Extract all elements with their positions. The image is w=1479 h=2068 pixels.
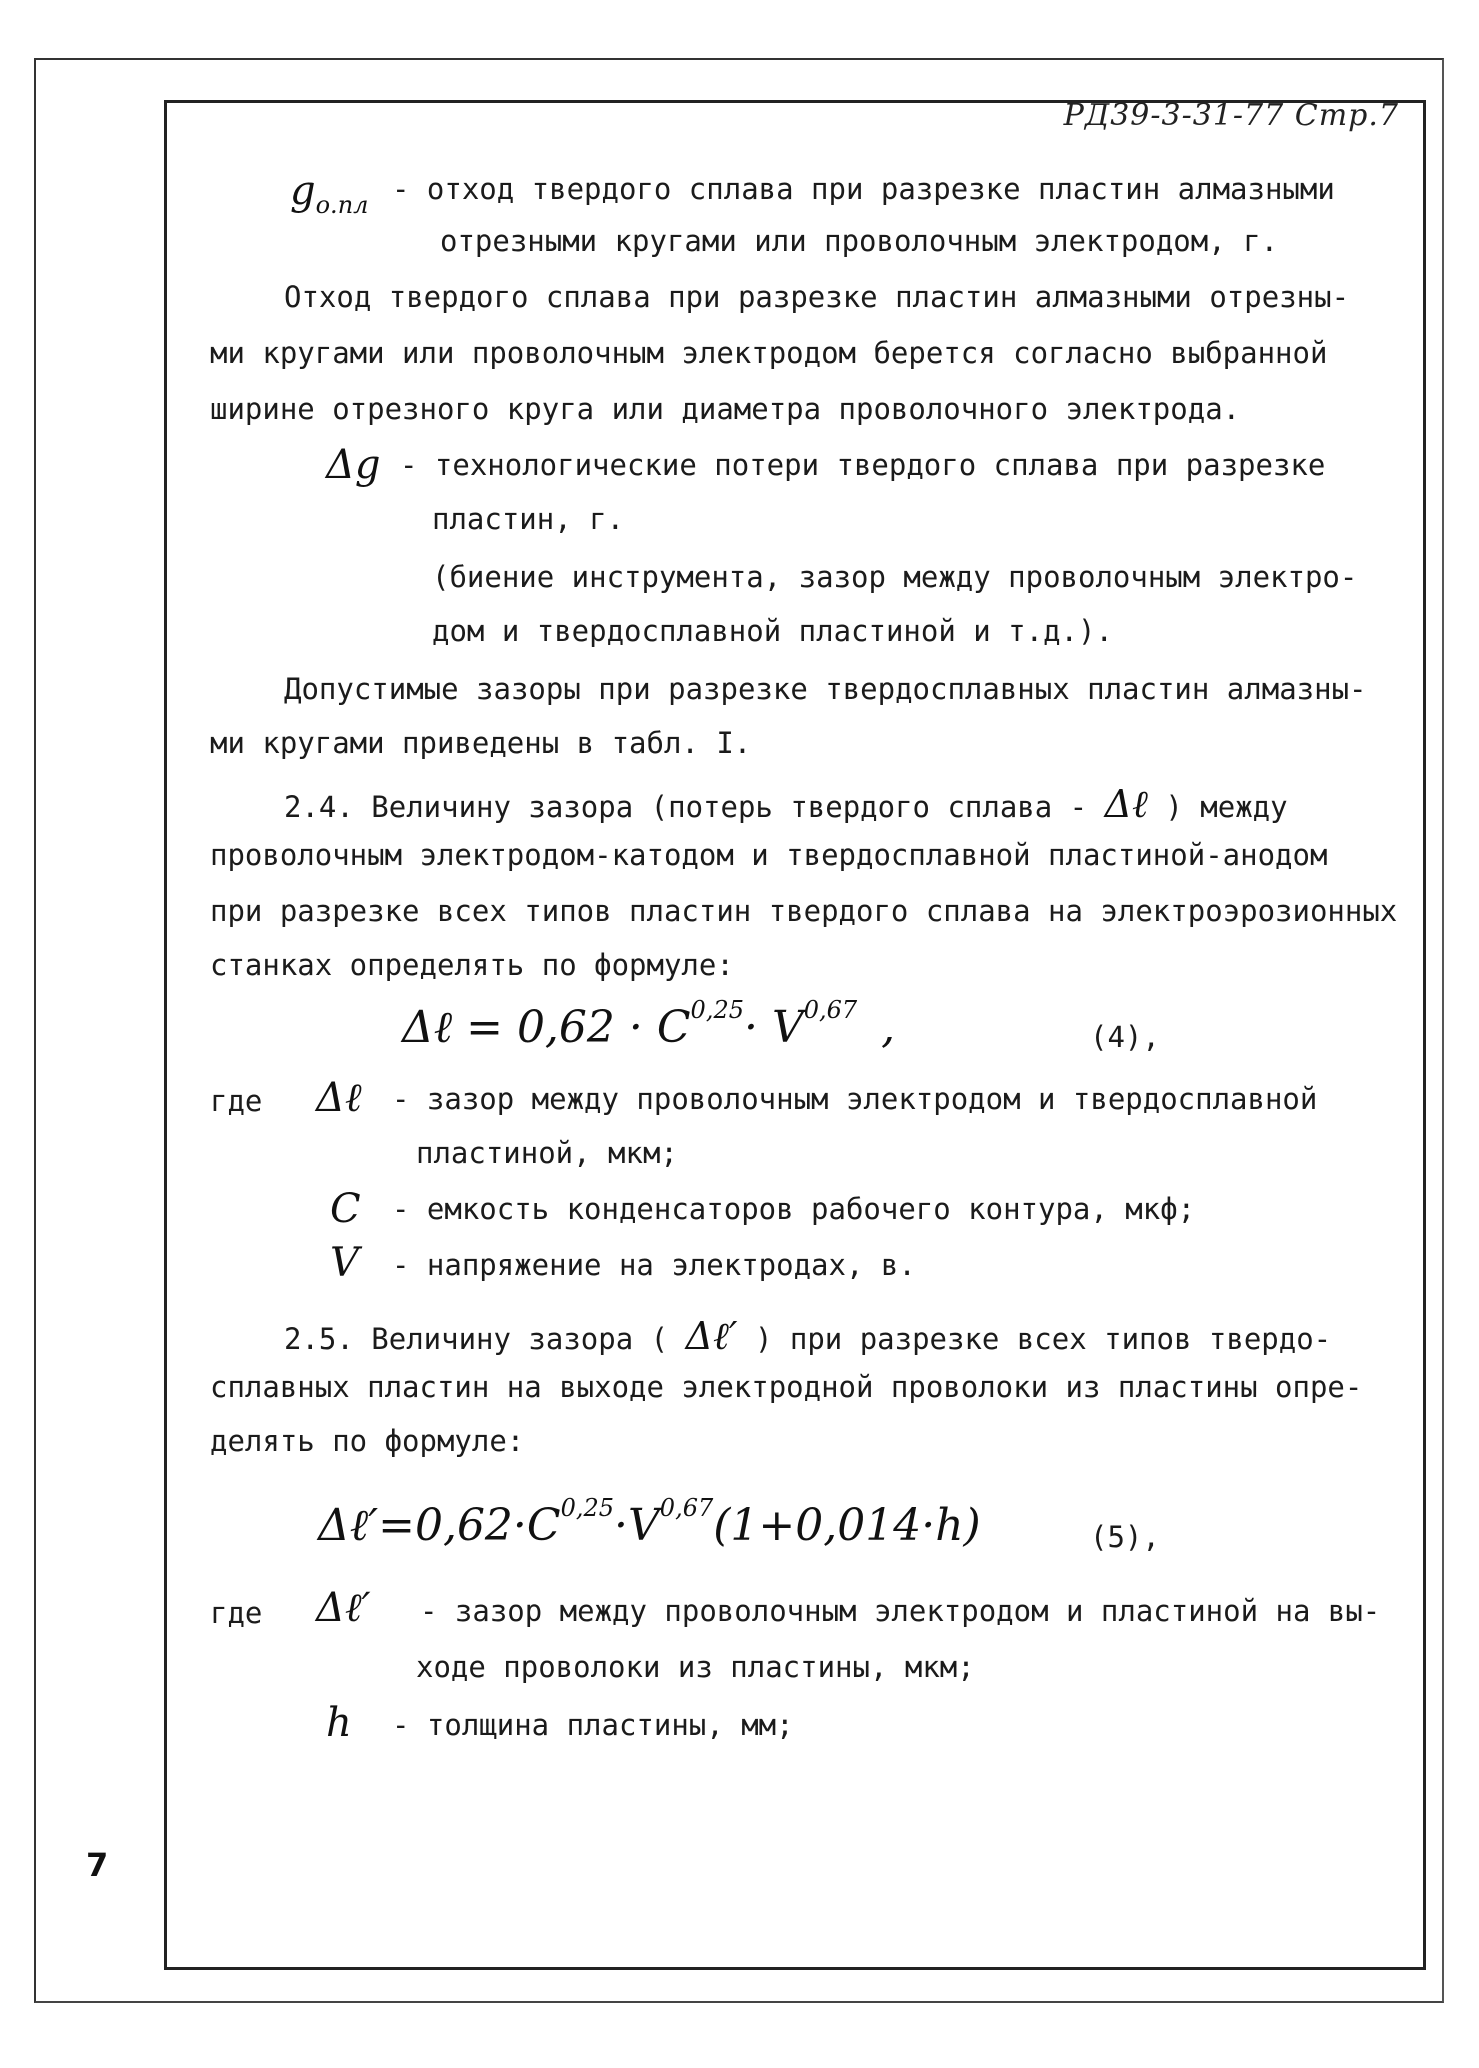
symbol-delta-l-prime: Δℓ′ xyxy=(316,1585,371,1631)
formula-4-lhs: Δℓ = 0,62 · C xyxy=(402,1002,691,1053)
section-2-5-text-b: ) при разрезке всех типов твердо- xyxy=(754,1322,1332,1356)
paragraph-1-line-1: Отход твердого сплава при разрезке пластин алмазными отрезны- xyxy=(284,280,1350,314)
formula-5-exp-v: 0,67 xyxy=(659,1494,714,1523)
delta-g-definition-line-1: - технологические потери твердого сплава при разрезке xyxy=(400,448,1326,482)
formula-4-tail: , xyxy=(881,1002,896,1053)
section-2-5-line-2: сплавных пластин на выходе электродной проволоки из пластины опре- xyxy=(210,1370,1363,1404)
delta-g-definition-line-3: (биение инструмента, зазор между проволочным электро- xyxy=(432,560,1358,594)
delta-g-definition-line-2: пластин, г. xyxy=(432,502,625,536)
section-2-5-line-1 xyxy=(284,1314,1331,1359)
delta-g-definition-line-4: дом и твердосплавной пластиной и т.д.). xyxy=(432,614,1113,648)
h-definition: - толщина пластины, мм; xyxy=(392,1708,794,1742)
formula-4-exp-c: 0,25 xyxy=(690,996,744,1025)
g-definition-line-1: - отход твердого сплава при разрезке пластин алмазными xyxy=(392,172,1335,206)
section-2-4-line-4: станках определять по формуле: xyxy=(210,948,734,982)
symbol-delta-g: Δg xyxy=(326,442,381,488)
symbol-g: g xyxy=(290,168,316,214)
section-2-5-text-a: 2.5. Величину зазора ( xyxy=(284,1322,669,1356)
symbol-v: V xyxy=(330,1240,359,1286)
formula-4 xyxy=(402,996,896,1053)
symbol-delta-l: Δℓ xyxy=(316,1075,362,1121)
symbol-g-opl xyxy=(290,168,368,219)
formula-4-number: (4), xyxy=(1090,1020,1160,1054)
paragraph-1-line-3: ширине отрезного круга или диаметра проволочного электрода. xyxy=(210,392,1241,426)
delta-l-prime-definition-line-2: ходе проволоки из пластины, мкм; xyxy=(416,1650,975,1684)
formula-4-mid: · V xyxy=(743,1002,804,1053)
formula-5 xyxy=(318,1494,981,1551)
symbol-delta-l-inline: Δℓ xyxy=(1104,782,1148,826)
symbol-c: C xyxy=(330,1186,361,1232)
section-2-5-line-3: делять по формуле: xyxy=(210,1424,525,1458)
paragraph-2-line-2: ми кругами приведены в табл. I. xyxy=(210,726,752,760)
formula-4-exp-v: 0,67 xyxy=(803,996,858,1025)
symbol-delta-l-prime-inline: Δℓ′ xyxy=(685,1314,738,1358)
formula-5-exp-c: 0,25 xyxy=(560,1494,615,1523)
paragraph-1-line-2: ми кругами или проволочным электродом берется согласно выбранной xyxy=(210,336,1328,370)
paragraph-2-line-1: Допустимые зазоры при разрезке твердосплавных пластин алмазны- xyxy=(284,672,1367,706)
section-2-4-line-1 xyxy=(284,782,1288,827)
g-definition-line-2: отрезными кругами или проволочным электродом, г. xyxy=(440,224,1279,258)
c-definition: - емкость конденсаторов рабочего контура, мкф; xyxy=(392,1192,1196,1226)
section-2-4-text-b: ) между xyxy=(1165,790,1288,824)
symbol-g-subscript: о.пл xyxy=(315,191,369,219)
formula-5-lhs: Δℓ′=0,62·C xyxy=(318,1500,561,1551)
formula-5-mid: ·V xyxy=(614,1500,660,1551)
section-2-4-text-a: 2.4. Величину зазора (потерь твердого сплава - xyxy=(284,790,1088,824)
document-reference: РД39-3-31-77 Стр.7 xyxy=(1063,98,1399,133)
delta-l-definition-line-1: - зазор между проволочным электродом и твердосплавной xyxy=(392,1082,1318,1116)
formula-5-tail: (1+0,014·h) xyxy=(713,1500,981,1551)
formula-5-number: (5), xyxy=(1090,1520,1160,1554)
where-4-label: где xyxy=(210,1084,263,1118)
page-number: 7 xyxy=(86,1846,109,1884)
where-5-label: где xyxy=(210,1596,263,1630)
symbol-h: h xyxy=(326,1700,352,1746)
v-definition: - напряжение на электродах, в. xyxy=(392,1248,916,1282)
delta-l-prime-definition-line-1: - зазор между проволочным электродом и пластиной на вы- xyxy=(420,1594,1381,1628)
delta-l-definition-line-2: пластиной, мкм; xyxy=(416,1136,678,1170)
section-2-4-line-2: проволочным электродом-катодом и твердосплавной пластиной-анодом xyxy=(210,838,1328,872)
section-2-4-line-3: при разрезке всех типов пластин твердого сплава на электроэрозионных xyxy=(210,894,1398,928)
